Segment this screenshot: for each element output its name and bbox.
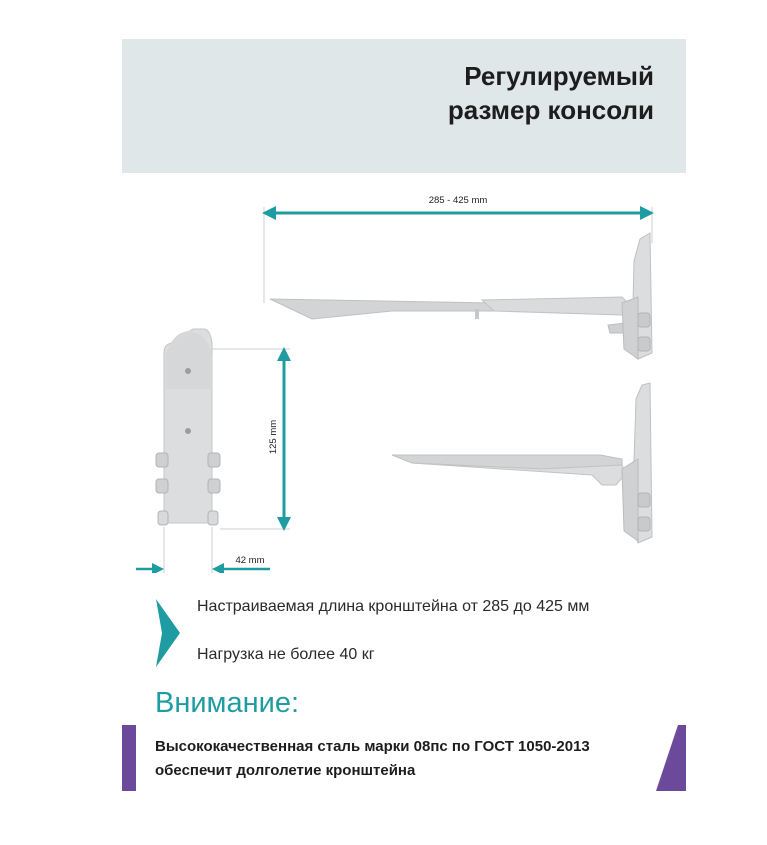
bracket-extended	[270, 233, 652, 359]
length-label: 285 - 425 mm	[428, 195, 488, 206]
title-line-2: размер консоли	[447, 95, 654, 125]
width-dimension	[136, 527, 270, 573]
note-line-2: обеспечит долголетие кронштейна	[155, 762, 416, 779]
height-dimension	[212, 347, 291, 531]
attention-heading: Внимание:	[155, 687, 300, 719]
title-line-1: Регулируемый	[464, 61, 654, 91]
width-label: 42 mm	[235, 555, 265, 566]
product-card	[122, 39, 686, 791]
steel-quality-note	[155, 735, 590, 783]
note-line-1: Высококачественная сталь марки 08пс по ГОСТ 1050-2013	[155, 738, 590, 755]
feature-adjustable-length: Настраиваемая длина кронштейна от 285 до 425 мм	[197, 598, 590, 615]
length-dimension	[262, 195, 654, 303]
purple-stripe-right	[656, 725, 686, 791]
wall-plate	[156, 329, 220, 525]
bracket-diagram	[122, 173, 686, 573]
height-label: 125 mm	[268, 419, 279, 455]
feature-max-load: Нагрузка не более 40 кг	[197, 646, 375, 663]
purple-stripe-left	[122, 725, 136, 791]
chevron-right-icon	[156, 599, 180, 667]
bracket-retracted	[392, 383, 652, 543]
page-title	[448, 59, 654, 127]
header-banner	[122, 39, 686, 173]
